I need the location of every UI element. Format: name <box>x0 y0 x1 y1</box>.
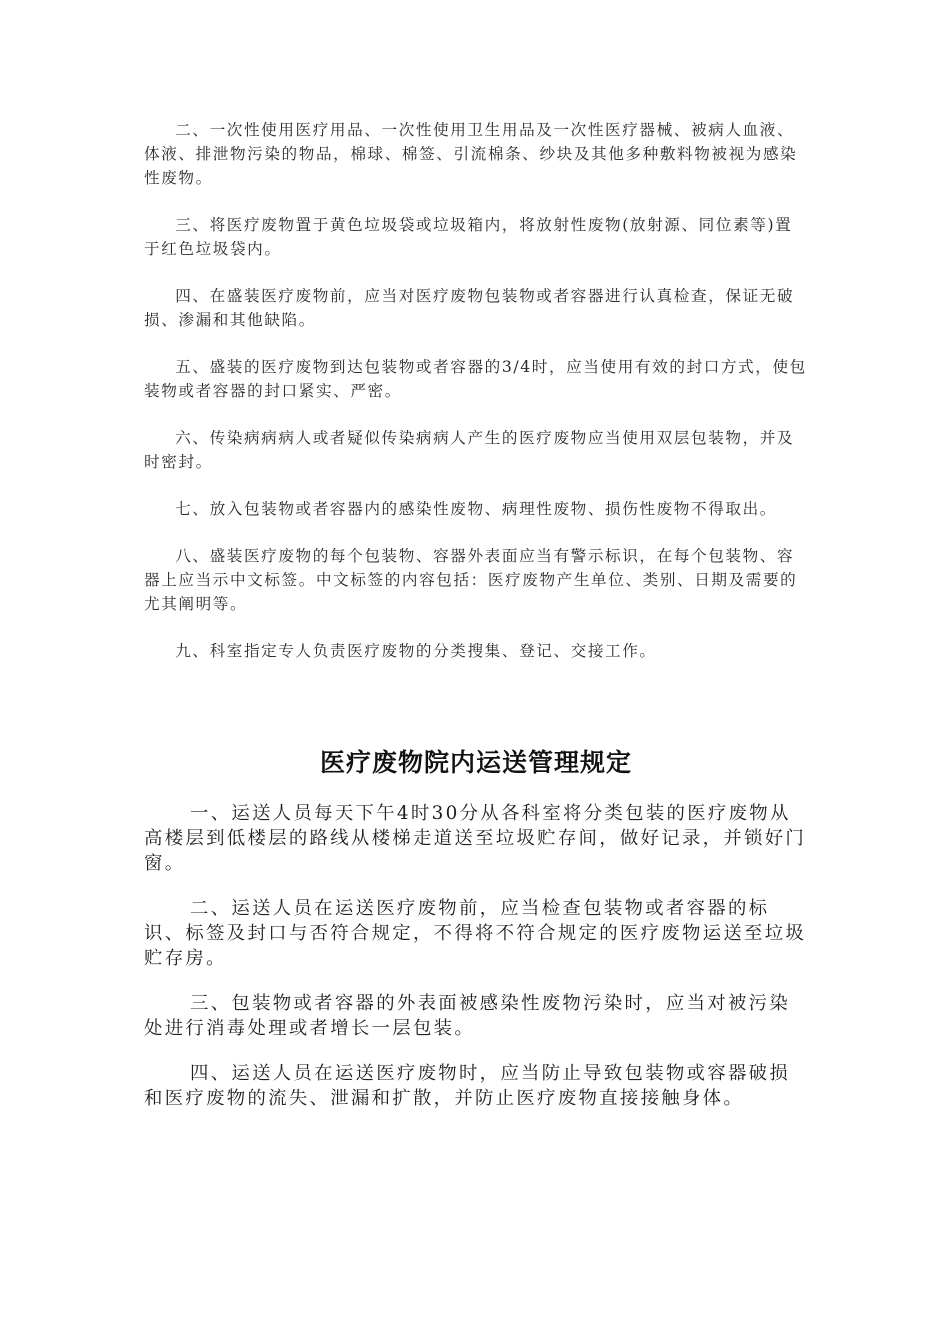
transport-paragraph-3: 三、包装物或者容器的外表面被感染性废物污染时，应当对被污染处进行消毒处理或者增长一层包装。 <box>144 993 791 1039</box>
waste-collection-rules <box>144 118 808 663</box>
transport-rules <box>144 801 808 1111</box>
transport-paragraph-4: 四、运送人员在运送医疗废物时，应当防止导致包装物或容器破损和医疗废物的流失、泄漏和扩散，并防止医疗废物直接接触身体。 <box>144 1063 791 1109</box>
document-page <box>144 118 808 1131</box>
rule-paragraph-4: 四、在盛装医疗废物前，应当对医疗废物包装物或者容器进行认真检查，保证无破损、渗漏和其他缺陷。 <box>144 287 795 329</box>
rule-paragraph-9: 九、科室指定专人负责医疗废物的分类搜集、登记、交接工作。 <box>175 642 657 660</box>
rule-paragraph-2: 二、一次性使用医疗用品、一次性使用卫生用品及一次性医疗器械、被病人血液、体液、排泄物污染的物品，棉球、棉签、引流棉条、纱块及其他多种敷料物被视为感染性废物。 <box>144 121 798 187</box>
rule-paragraph-8: 八、盛装医疗废物的每个包装物、容器外表面应当有警示标识，在每个包装物、容器上应当示中文标签。中文标签的内容包括：医疗废物产生单位、类别、日期及需要的尤其阐明等。 <box>144 547 798 613</box>
transport-paragraph-1: 一、运送人员每天下午4时30分从各科室将分类包装的医疗废物从高楼层到低楼层的路线从楼梯走道送至垃圾贮存间，做好记录，并锁好门窗。 <box>144 803 807 874</box>
transport-paragraph-2: 二、运送人员在运送医疗废物前，应当检查包装物或者容器的标识、标签及封口与否符合规定，不得将不符合规定的医疗废物运送至垃圾贮存房。 <box>144 898 807 969</box>
rule-paragraph-6: 六、传染病病病人或者疑似传染病病人产生的医疗废物应当使用双层包装物，并及时密封。 <box>144 429 795 471</box>
rule-paragraph-7: 七、放入包装物或者容器内的感染性废物、病理性废物、损伤性废物不得取出。 <box>175 500 777 518</box>
rule-paragraph-5: 五、盛装的医疗废物到达包装物或者容器的3/4时，应当使用有效的封口方式，使包装物或者容器的封口紧实、严密。 <box>144 358 807 400</box>
rule-paragraph-3: 三、将医疗废物置于黄色垃圾袋或垃圾箱内，将放射性废物(放射源、同位素等)置于红色垃圾袋内。 <box>144 216 793 258</box>
section-title: 医疗废物院内运送管理规定 <box>319 748 632 777</box>
